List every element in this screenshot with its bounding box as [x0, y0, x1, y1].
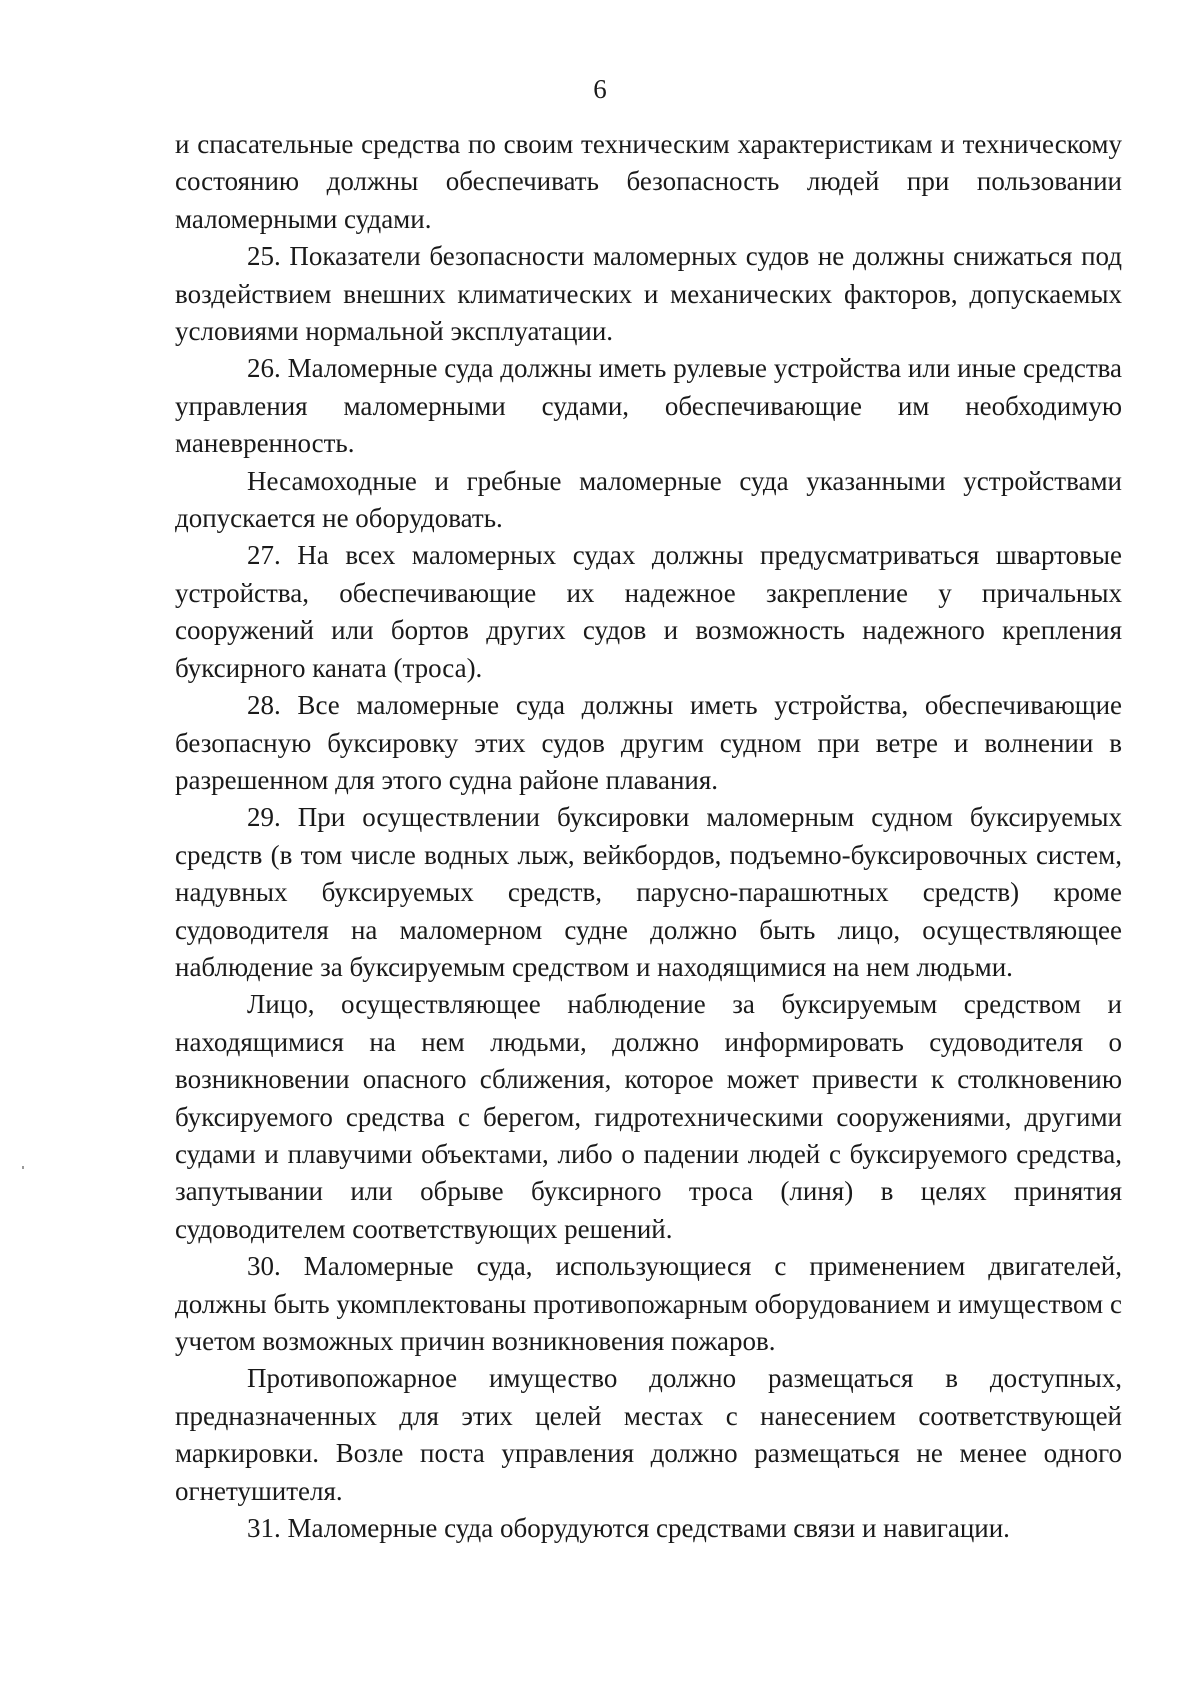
paragraph-item-30: 30. Маломерные суда, использующиеся с применением двигателей, должны быть укомплектованы противопожарным оборудованием и имуществом с учетом возможных причин возникновения пожаров. — [175, 1251, 1122, 1356]
scan-artifact — [22, 1166, 24, 1169]
paragraph-item-29-note: Лицо, осуществляющее наблюдение за буксируемым средством и находящимися на нем людьми, должно информировать судоводителя о возникновении опасного сближения, которое может привести к столкновению буксируемого средства с берегом, гидротехническими сооружениями, другими судами и плавучими объектами, либо о падении людей с буксируемого средства, запутывании или обрыве буксирного троса (линя) в целях принятия судоводителем соответствующих решений. — [175, 989, 1122, 1244]
paragraph-item-31: 31. Маломерные суда оборудуются средствами связи и навигации. — [247, 1513, 1010, 1544]
paragraph-item-29: 29. При осуществлении буксировки маломерным судном буксируемых средств (в том числе водных лыж, вейкбордов, подъемно-буксировочных систем, надувных буксируемых средств, парусно-парашютных средств) кроме судоводителя на маломерном судне должно быть лицо, осуществляющее наблюдение за буксируемым средством и находящимися на нем людьми. — [175, 802, 1122, 982]
document-body — [175, 126, 1122, 1547]
paragraph-item-28: 28. Все маломерные суда должны иметь устройства, обеспечивающие безопасную буксировку этих судов другим судном при ветре и волнении в разрешенном для этого судна районе плавания. — [175, 690, 1122, 795]
paragraph-item-26-note: Несамоходные и гребные маломерные суда указанными устройствами допускается не оборудовать. — [175, 465, 1122, 534]
paragraph-continuation: и спасательные средства по своим техническим характеристикам и техническому состоянию должны обеспечивать безопасность людей при пользовании маломерными судами. — [175, 129, 1122, 234]
page-number: 6 — [593, 74, 607, 104]
paragraph-item-27: 27. На всех маломерных судах должны предусматриваться швартовые устройства, обеспечивающие их надежное закрепление у причальных сооружений или бортов других судов и возможность надежного крепления буксирного каната (троса). — [175, 540, 1122, 683]
paragraph-item-30-note: Противопожарное имущество должно размещаться в доступных, предназначенных для этих целей местах с нанесением соответствующей маркировки. Возле поста управления должно размещаться не менее одного огнетушителя. — [175, 1363, 1122, 1506]
paragraph-item-26: 26. Маломерные суда должны иметь рулевые устройства или иные средства управления маломерными судами, обеспечивающие им необходимую маневренность. — [175, 353, 1122, 459]
paragraph-item-25: 25. Показатели безопасности маломерных судов не должны снижаться под воздействием внешних климатических и механических факторов, допускаемых условиями нормальной эксплуатации. — [175, 241, 1122, 347]
